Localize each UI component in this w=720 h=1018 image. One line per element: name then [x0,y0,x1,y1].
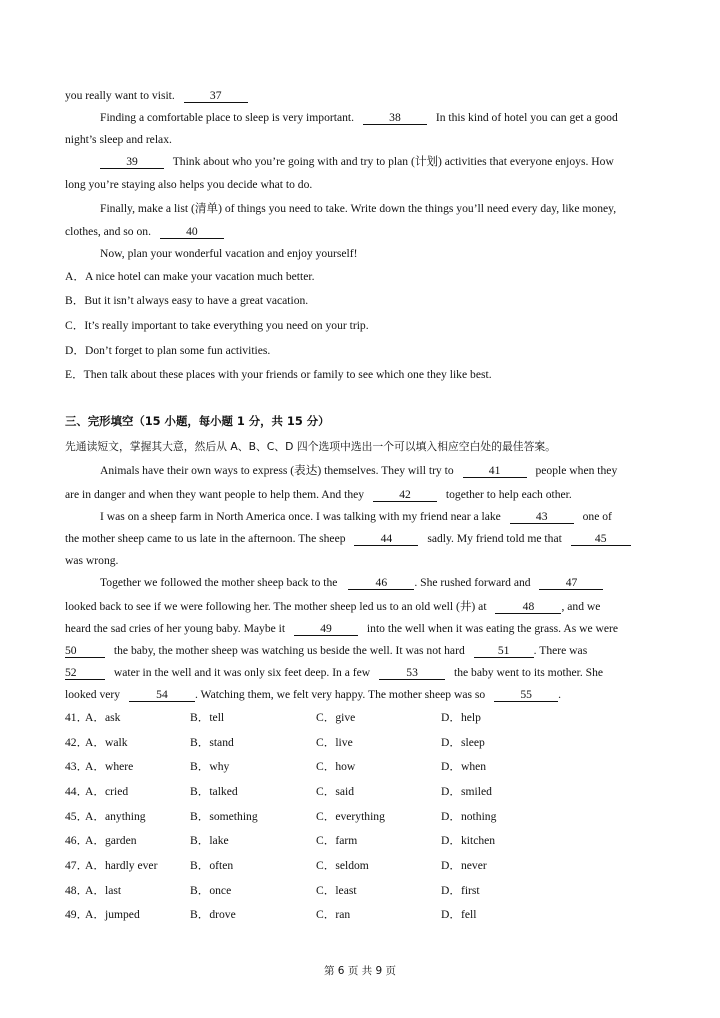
option-d: D．nothing [441,810,497,823]
choice-item: D．Don’t forget to plan some fun activities. [65,344,271,357]
passage-line: Animals have their own ways to express (表达) themselves. They will try to 41 people when they [100,464,618,477]
passage-line: was wrong. [65,554,119,567]
blank-51: 51 [474,644,534,658]
passage-line: are in danger and when they want people to help them. And they 42 together to help each other. [65,488,572,501]
question-number: 46． [65,834,89,847]
option-a: A．garden [85,834,137,847]
option-c: C．how [316,760,356,773]
blank-49: 49 [294,622,358,636]
passage-line: Together we followed the mother sheep back to the 46 . She rushed forward and 47 [100,576,603,590]
option-c: C．said [316,785,355,798]
question-number: 47． [65,859,89,872]
option-b: B．drove [190,908,236,921]
passage-line: looked very 54 . Watching them, we felt very happy. The mother sheep was so 55 . [65,688,562,701]
option-d: D．help [441,711,481,724]
blank-43: 43 [510,510,574,524]
blank-45: 45 [571,532,631,546]
passage-line: clothes, and so on. 40 [65,225,224,239]
blank-38: 38 [363,111,427,125]
option-a: A．where [85,760,134,773]
option-b: B．once [190,884,232,897]
question-number: 45． [65,810,89,823]
option-b: B．often [190,859,234,872]
question-number: 44． [65,785,89,798]
option-c: C．farm [316,834,358,847]
section-title: 三、完形填空（15 小题，每小题 1 分，共 15 分） [65,414,330,428]
blank-39: 39 [100,155,164,169]
choice-item: E．Then talk about these places with your friends or family to see which one they like best. [65,368,492,381]
passage-line: 50 the baby, the mother sheep was watching us beside the well. It was not hard 51 . There was [65,644,588,657]
passage-line: Finding a comfortable place to sleep is very important. 38 In this kind of hotel you can get a good [100,111,618,124]
option-a: A．walk [85,736,128,749]
blank-48: 48 [495,600,561,614]
option-c: C．least [316,884,357,897]
option-d: D．never [441,859,487,872]
option-d: D．first [441,884,480,897]
passage-line: I was on a sheep farm in North America once. I was talking with my friend near a lake 43 one of [100,510,612,523]
passage-line: heard the sad cries of her young baby. Maybe it 49 into the well when it was eating the grass. As we were [65,622,619,635]
option-d: D．fell [441,908,477,921]
option-b: B．something [190,810,258,823]
blank-52: 52 [65,666,105,680]
blank-40: 40 [160,225,224,239]
passage-line: long you’re staying also helps you decide what to do. [65,178,313,191]
option-d: D．sleep [441,736,485,749]
option-d: D．kitchen [441,834,496,847]
passage-line: you really want to visit. 37 [65,89,248,103]
question-number: 41． [65,711,89,724]
option-b: B．tell [190,711,225,724]
option-b: B．why [190,760,230,773]
choice-item: A．A nice hotel can make your vacation much better. [65,270,315,283]
passage-line: the mother sheep came to us late in the afternoon. The sheep 44 sadly. My friend told me that 45 [65,532,631,546]
option-b: B．stand [190,736,234,749]
section-instruction: 先通读短文，掌握其大意，然后从 A、B、C、D 四个选项中选出一个可以填入相应空白处的最佳答案。 [65,440,556,453]
option-a: A．cried [85,785,129,798]
passage-line: 39 Think about who you’re going with and try to plan (计划) activities that everyone enjoys. How [100,155,614,169]
option-c: C．give [316,711,356,724]
blank-41: 41 [463,464,527,478]
blank-44: 44 [354,532,418,546]
blank-50: 50 [65,644,105,658]
page-footer: 第 6 页 共 9 页 [323,965,397,977]
passage-line: 52 water in the well and it was only six feet deep. In a few 53 the baby went to its mother. She [65,666,604,679]
question-number: 42． [65,736,89,749]
option-a: A．last [85,884,122,897]
option-b: B．talked [190,785,238,798]
choice-item: C．It’s really important to take everything you need on your trip. [65,319,369,332]
passage-line: Finally, make a list (清单) of things you need to take. Write down the things you’ll need every day, like money, [100,202,617,215]
blank-47: 47 [539,576,603,590]
blank-54: 54 [129,688,195,702]
passage-line: Now, plan your wonderful vacation and enjoy yourself! [100,247,358,260]
question-number: 43． [65,760,89,773]
option-a: A．hardly ever [85,859,158,872]
option-a: A．jumped [85,908,140,921]
option-a: A．anything [85,810,146,823]
option-c: C．ran [316,908,351,921]
option-c: C．everything [316,810,385,823]
question-number: 48． [65,884,89,897]
option-d: D．when [441,760,487,773]
blank-37: 37 [184,89,248,103]
blank-55: 55 [494,688,558,702]
option-b: B．lake [190,834,229,847]
passage-line: looked back to see if we were following her. The mother sheep led us to an old well (井) at 48 , and we [65,600,601,613]
blank-42: 42 [373,488,437,502]
blank-53: 53 [379,666,445,680]
option-c: C．seldom [316,859,369,872]
question-number: 49． [65,908,89,921]
blank-46: 46 [348,576,414,590]
choice-item: B．But it isn’t always easy to have a great vacation. [65,294,309,307]
option-a: A．ask [85,711,121,724]
option-d: D．smiled [441,785,492,798]
option-c: C．live [316,736,353,749]
passage-line: night’s sleep and relax. [65,133,172,146]
